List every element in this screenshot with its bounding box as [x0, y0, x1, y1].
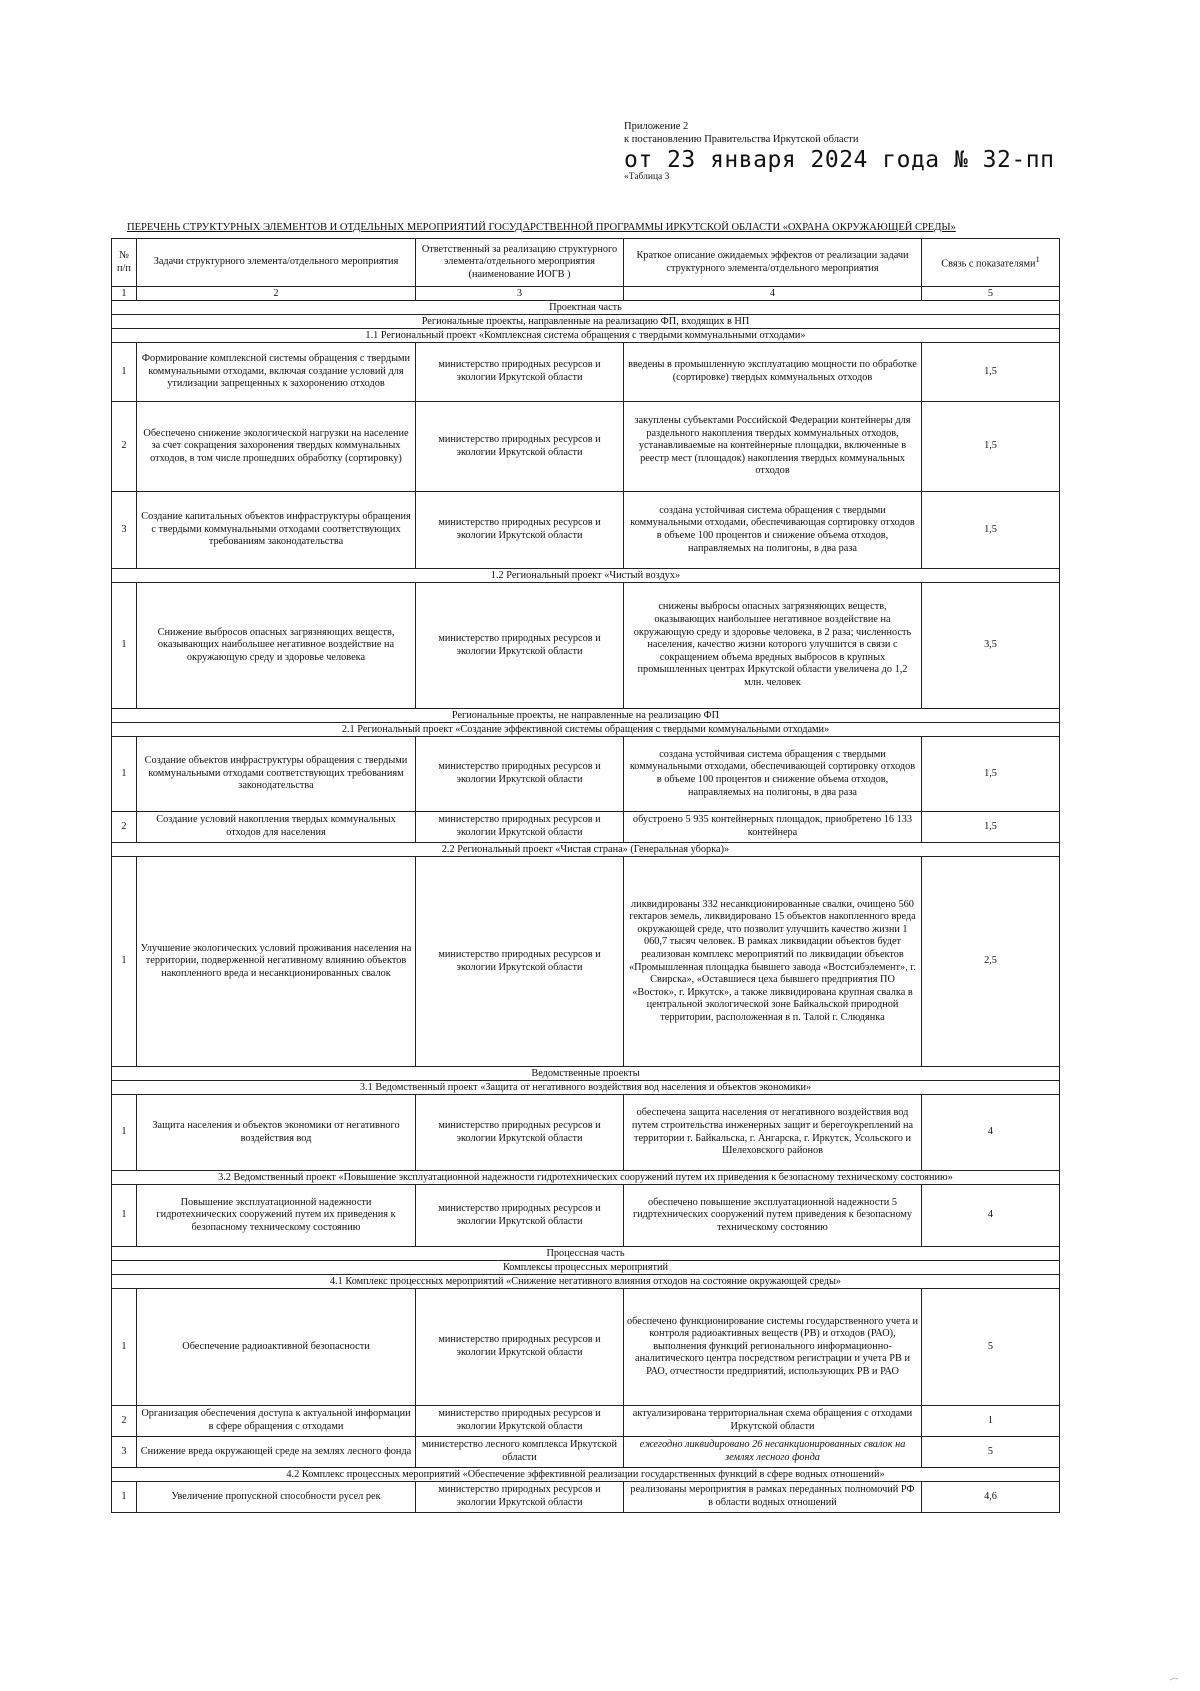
row-num: 2: [112, 812, 137, 843]
row-responsible: министерство природных ресурсов и экологии Иркутской области: [416, 492, 624, 569]
row-num: 2: [112, 402, 137, 492]
row-link: 1: [922, 1406, 1060, 1437]
col-number: 2: [137, 287, 416, 301]
row-task: Формирование комплексной системы обращения с твердыми коммунальными отходами, включая создание условий для утилизации запрещенных к захоронению отходов: [137, 343, 416, 402]
section-row: [112, 1468, 1060, 1482]
document-title: ПЕРЕЧЕНЬ СТРУКТУРНЫХ ЭЛЕМЕНТОВ И ОТДЕЛЬНЫХ МЕРОПРИЯТИЙ ГОСУДАРСТВЕННОЙ ПРОГРАММЫ ИРКУТСКОЙ ОБЛАСТИ «ОХРАНА ОКРУЖАЮЩЕЙ СРЕДЫ»: [127, 222, 956, 233]
row-effects: снижены выбросы опасных загрязняющих веществ, оказывающих наибольшее негативное воздействие на окружающую среду и здоровье человека, в 2 раза; численность населения, качество жизни которого улучшится в связи с сокращением объема вредных выбросов в крупных промышленных центрах Иркутской области увеличена до 1,2 млн. человек: [624, 583, 922, 709]
row-effects: ликвидированы 332 несанкционированные свалки, очищено 560 гектаров земель, ликвидировано 15 объектов накопленного вреда окружающей среде, что позволит улучшить качество жизни 1 060,7 тысяч человек. В рамках ликвидации объектов будет реализован комплекс мероприятий по ликвидации объектов «Промышленная площадка бывшего завода «Востсибэлемент», г. Свирска», «Оставшиеся цеха бывшего предприятия ПО «Восток», г. Иркутск», а также ликвидирована крупная свалка в центральной экологической зоне Байкальской природной территории, расположенная в п. Талой г. Слюдянка: [624, 857, 922, 1067]
row-responsible: министерство природных ресурсов и экологии Иркутской области: [416, 1406, 624, 1437]
row-link: 1,5: [922, 402, 1060, 492]
table-row: [112, 1289, 1060, 1406]
section-row: [112, 569, 1060, 583]
table-row: [112, 1437, 1060, 1468]
section-title: Региональные проекты, не направленные на реализацию ФП: [112, 709, 1060, 723]
row-effects: обеспечено повышение эксплуатационной надежности 5 гидртехнических сооружений путем приведения к безопасному техническому состоянию: [624, 1185, 922, 1247]
section-title: Ведомственные проекты: [112, 1067, 1060, 1081]
col-number: 1: [112, 287, 137, 301]
header-num: № п/п: [112, 239, 137, 287]
row-link: 4,6: [922, 1482, 1060, 1513]
annex-date-stamp: от 23 января 2024 года № 32-пп: [624, 147, 1055, 173]
row-task: Обеспечено снижение экологической нагрузки на население за счет сокращения захоронения твердых коммунальных отходов, в том числе прошедших обработку (сортировку): [137, 402, 416, 492]
table-row: [112, 402, 1060, 492]
section-title: Процессная часть: [112, 1247, 1060, 1261]
table-row: [112, 857, 1060, 1067]
row-link: 1,5: [922, 492, 1060, 569]
section-row: [112, 1081, 1060, 1095]
table-row: [112, 1185, 1060, 1247]
section-row: [112, 315, 1060, 329]
section-title: 2.2 Региональный проект «Чистая страна» (Генеральная уборка)»: [112, 843, 1060, 857]
row-link: 2,5: [922, 857, 1060, 1067]
section-row: [112, 301, 1060, 315]
annex-block: [624, 120, 1054, 182]
row-responsible: министерство природных ресурсов и экологии Иркутской области: [416, 343, 624, 402]
row-effects: создана устойчивая система обращения с твердыми коммунальными отходами, обеспечивающей сортировку отходов в объеме 100 процентов и снижение объема отходов, направляемых на полигоны, в два раза: [624, 737, 922, 812]
row-responsible: министерство природных ресурсов и экологии Иркутской области: [416, 1289, 624, 1406]
table-row: [112, 343, 1060, 402]
section-row: [112, 1261, 1060, 1275]
section-row: [112, 329, 1060, 343]
row-num: 2: [112, 1406, 137, 1437]
row-link: 1,5: [922, 812, 1060, 843]
row-num: 3: [112, 1437, 137, 1468]
section-row: [112, 1171, 1060, 1185]
row-num: 1: [112, 857, 137, 1067]
row-num: 1: [112, 343, 137, 402]
table-row: [112, 1095, 1060, 1171]
section-title: 2.1 Региональный проект «Создание эффективной системы обращения с твердыми коммунальными отходами»: [112, 723, 1060, 737]
row-task: Организация обеспечения доступа к актуальной информации в сфере обращения с отходами: [137, 1406, 416, 1437]
row-responsible: министерство природных ресурсов и экологии Иркутской области: [416, 1482, 624, 1513]
section-title: Комплексы процессных мероприятий: [112, 1261, 1060, 1275]
section-title: 1.1 Региональный проект «Комплексная система обращения с твердыми коммунальными отходами»: [112, 329, 1060, 343]
section-row: [112, 723, 1060, 737]
row-num: 1: [112, 1095, 137, 1171]
section-title: 4.1 Комплекс процессных мероприятий «Снижение негативного влияния отходов на состояние окружающей среды»: [112, 1275, 1060, 1289]
row-responsible: министерство природных ресурсов и экологии Иркутской области: [416, 1095, 624, 1171]
section-title: Проектная часть: [112, 301, 1060, 315]
section-row: [112, 1275, 1060, 1289]
section-row: [112, 1247, 1060, 1261]
row-task: Создание капитальных объектов инфраструктуры обращения с твердыми коммунальными отходами соответствующих требованиям законодательства: [137, 492, 416, 569]
section-row: [112, 709, 1060, 723]
row-effects: реализованы мероприятия в рамках переданных полномочий РФ в области водных отношений: [624, 1482, 922, 1513]
row-link: 1,5: [922, 343, 1060, 402]
row-task: Создание условий накопления твердых коммунальных отходов для населения: [137, 812, 416, 843]
table-header-row: [112, 239, 1060, 287]
row-task: Увеличение пропускной способности русел рек: [137, 1482, 416, 1513]
row-responsible: министерство природных ресурсов и экологии Иркутской области: [416, 583, 624, 709]
scan-mark: [1170, 1677, 1178, 1681]
row-num: 1: [112, 1185, 137, 1247]
row-num: 1: [112, 737, 137, 812]
header-task: Задачи структурного элемента/отдельного мероприятия: [137, 239, 416, 287]
section-row: [112, 843, 1060, 857]
row-task: Обеспечение радиоактивной безопасности: [137, 1289, 416, 1406]
table-row: [112, 812, 1060, 843]
row-link: 5: [922, 1289, 1060, 1406]
row-responsible: министерство природных ресурсов и экологии Иркутской области: [416, 812, 624, 843]
column-number-row: [112, 287, 1060, 301]
col-number: 3: [416, 287, 624, 301]
row-link: 4: [922, 1095, 1060, 1171]
header-link-footnote: 1: [1035, 254, 1040, 265]
section-title: 3.2 Ведомственный проект «Повышение эксплуатационной надежности гидротехнических сооружений путем их приведения к безопасному техническому состоянию»: [112, 1171, 1060, 1185]
table-row: [112, 1482, 1060, 1513]
row-effects: создана устойчивая система обращения с твердыми коммунальными отходами, обеспечивающая сортировку отходов в объеме 100 процентов и снижение объема отходов, направляемых на полигоны, в два раза: [624, 492, 922, 569]
row-task: Снижение вреда окружающей среде на землях лесного фонда: [137, 1437, 416, 1468]
header-link-label: Связь с показателями: [941, 258, 1036, 270]
annex-title: Приложение 2: [624, 121, 689, 132]
row-effects: обеспечено функционирование системы государственного учета и контроля радиоактивных веществ (РВ) и отходов (РАО), выполнения функций регионального информационно-аналитического центра посредством регистрации и учета РВ и РАО, отчестности предприятий, использующих РВ и РАО: [624, 1289, 922, 1406]
header-effects: Краткое описание ожидаемых эффектов от реализации задачи структурного элемента/отдельного мероприятия: [624, 239, 922, 287]
row-responsible: министерство природных ресурсов и экологии Иркутской области: [416, 402, 624, 492]
col-number: 5: [922, 287, 1060, 301]
table-row: [112, 583, 1060, 709]
row-task: Защита населения и объектов экономики от негативного воздействия вод: [137, 1095, 416, 1171]
row-num: 1: [112, 583, 137, 709]
table-row: [112, 1406, 1060, 1437]
row-responsible: министерство природных ресурсов и экологии Иркутской области: [416, 857, 624, 1067]
annex-table-label: «Таблица 3: [624, 172, 670, 182]
row-effects: обеспечена защита населения от негативного воздействия вод путем строительства инженерных защит и берегоукреплений на территории г. Байкальска, г. Ангарска, г. Иркутск, Усольского и Шелеховского районов: [624, 1095, 922, 1171]
row-task: Создание объектов инфраструктуры обращения с твердыми коммунальными отходами соответствующих требованиям законодательства: [137, 737, 416, 812]
row-effects: введены в промышленную эксплуатацию мощности по обработке (сортировке) твердых коммунальных отходов: [624, 343, 922, 402]
section-title: 1.2 Региональный проект «Чистый воздух»: [112, 569, 1060, 583]
row-num: 1: [112, 1482, 137, 1513]
row-effects: актуализирована территориальная схема обращения с отходами Иркутской области: [624, 1406, 922, 1437]
row-responsible: министерство природных ресурсов и экологии Иркутской области: [416, 737, 624, 812]
row-link: 3,5: [922, 583, 1060, 709]
row-responsible: министерство лесного комплекса Иркутской области: [416, 1437, 624, 1468]
header-link: [922, 239, 1060, 287]
section-row: [112, 1067, 1060, 1081]
row-link: 1,5: [922, 737, 1060, 812]
table-row: [112, 737, 1060, 812]
row-link: 4: [922, 1185, 1060, 1247]
row-num: 3: [112, 492, 137, 569]
row-task: Снижение выбросов опасных загрязняющих веществ, оказывающих наибольшее негативное воздействие на окружающую среду и здоровье человека: [137, 583, 416, 709]
table-row: [112, 492, 1060, 569]
col-number: 4: [624, 287, 922, 301]
annex-resolution-ref: к постановлению Правительства Иркутской области: [624, 134, 859, 145]
row-responsible: министерство природных ресурсов и экологии Иркутской области: [416, 1185, 624, 1247]
row-task: Повышение эксплуатационной надежности гидротехнических сооружений путем их приведения к безопасному техническому состоянию: [137, 1185, 416, 1247]
measures-table: [111, 238, 1060, 1513]
section-title: Региональные проекты, направленные на реализацию ФП, входящих в НП: [112, 315, 1060, 329]
row-effects: ежегодно ликвидировано 26 несанкционированных свалок на землях лесного фонда: [624, 1437, 922, 1468]
header-responsible: Ответственный за реализацию структурного элемента/отдельного мероприятия (наименование ИОГВ ): [416, 239, 624, 287]
row-effects: закуплены субъектами Российской Федерации контейнеры для раздельного накопления твердых коммунальных отходов, устанавливаемые на контейнерные площадки, включенные в реестр мест (площадок) накопления твердых коммунальных отходов: [624, 402, 922, 492]
row-num: 1: [112, 1289, 137, 1406]
row-link: 5: [922, 1437, 1060, 1468]
row-effects: обустроено 5 935 контейнерных площадок, приобретено 16 133 контейнера: [624, 812, 922, 843]
row-task: Улучшение экологических условий проживания населения на территории, подверженной негативному влиянию объектов накопленного вреда и несанкционированных свалок: [137, 857, 416, 1067]
section-title: 4.2 Комплекс процессных мероприятий «Обеспечение эффективной реализации государственных функций в сфере водных отношений»: [112, 1468, 1060, 1482]
section-title: 3.1 Ведомственный проект «Защита от негативного воздействия вод населения и объектов экономики»: [112, 1081, 1060, 1095]
